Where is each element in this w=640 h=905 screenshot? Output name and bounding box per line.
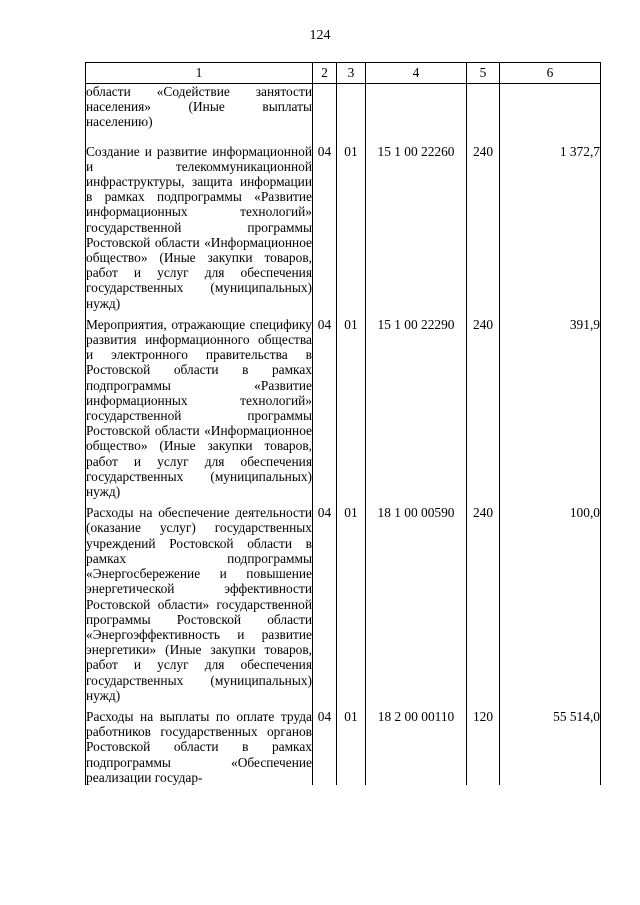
row-section-code: [313, 84, 337, 138]
row-amount: 1 372,7: [500, 138, 601, 311]
row-subsection-code: 01: [337, 311, 366, 499]
row-description: Создание и развитие информационной и телекоммуникационной инфраструктуры, защита информации в рамках подпрограммы «Развитие информационных технологий» государственной программы Ростовской области «Информационное общество» (Иные закупки товаров, работ и услуг для обеспечения государственных (муниципальных) нужд): [86, 138, 313, 311]
row-amount: [500, 84, 601, 138]
table-row: [86, 703, 601, 785]
column-header-6: 6: [500, 63, 601, 84]
row-description: Мероприятия, отражающие специфику развития информационного общества и электронного правительства в Ростовской области в рамках подпрограммы «Развитие информационных технологий» государственной программы Ростовской области «Информационное общество» (Иные закупки товаров, работ и услуг для обеспечения государственных (муниципальных) нужд): [86, 311, 313, 499]
row-expense-type-code: 240: [467, 499, 500, 703]
row-amount: 100,0: [500, 499, 601, 703]
row-description: области «Содействие занятости населения» (Иные выплаты населению): [86, 84, 313, 138]
row-subsection-code: 01: [337, 138, 366, 311]
row-target-code: 15 1 00 22260: [366, 138, 467, 311]
row-section-code: 04: [313, 138, 337, 311]
row-expense-type-code: [467, 84, 500, 138]
row-target-code: [366, 84, 467, 138]
column-header-1: 1: [86, 63, 313, 84]
row-description: Расходы на обеспечение деятельности (оказание услуг) государственных учреждений Ростовской области в рамках подпрограммы «Энергосбережение и повышение энергетической эффективности Ростовской области» государственной программы Ростовской области «Энергоэффективность и развитие энергетики» (Иные закупки товаров, работ и услуг для обеспечения государственных (муниципальных) нужд): [86, 499, 313, 703]
row-section-code: 04: [313, 499, 337, 703]
budget-table: [85, 62, 601, 785]
table-header-row: [86, 63, 601, 84]
row-expense-type-code: 120: [467, 703, 500, 785]
row-target-code: 18 2 00 00110: [366, 703, 467, 785]
column-header-3: 3: [337, 63, 366, 84]
row-amount: 391,9: [500, 311, 601, 499]
table-row: [86, 138, 601, 311]
column-header-4: 4: [366, 63, 467, 84]
table-row: [86, 499, 601, 703]
row-section-code: 04: [313, 703, 337, 785]
row-amount: 55 514,0: [500, 703, 601, 785]
table-row: [86, 84, 601, 138]
row-subsection-code: 01: [337, 703, 366, 785]
row-section-code: 04: [313, 311, 337, 499]
row-expense-type-code: 240: [467, 138, 500, 311]
column-header-2: 2: [313, 63, 337, 84]
row-target-code: 15 1 00 22290: [366, 311, 467, 499]
row-description: Расходы на выплаты по оплате труда работников государственных органов Ростовской области в рамках подпрограммы «Обеспечение реализации государ-: [86, 703, 313, 785]
row-target-code: 18 1 00 00590: [366, 499, 467, 703]
table-row: [86, 311, 601, 499]
column-header-5: 5: [467, 63, 500, 84]
row-subsection-code: 01: [337, 499, 366, 703]
page-number: 124: [309, 28, 331, 43]
row-subsection-code: [337, 84, 366, 138]
row-expense-type-code: 240: [467, 311, 500, 499]
